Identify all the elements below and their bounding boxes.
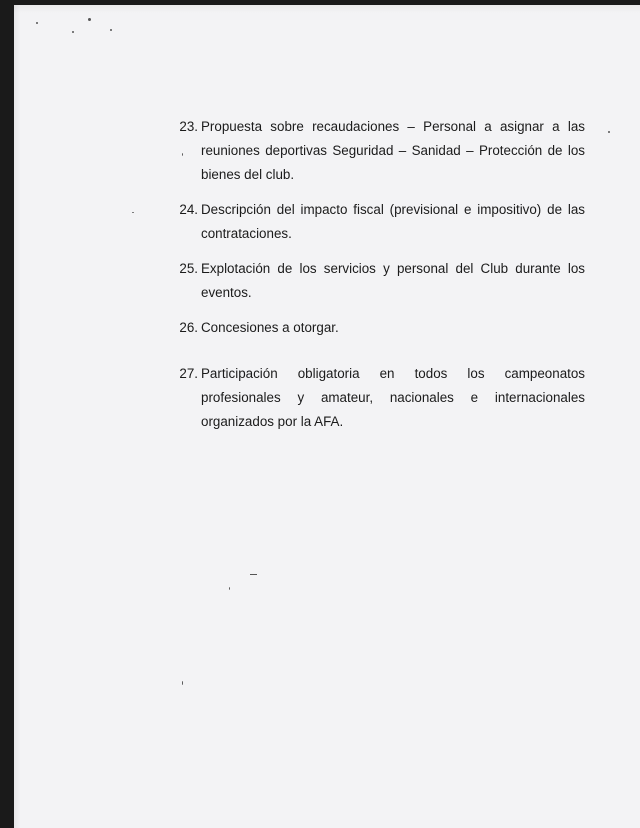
- item-text: Propuesta sobre recaudaciones – Personal a asignar a las reuniones deportivas Seguridad – Sanidad – Protección de los bienes del club.: [201, 119, 585, 182]
- list-item: [165, 362, 585, 434]
- list-item: [165, 115, 585, 187]
- item-number: 23.: [179, 119, 198, 134]
- scan-speck: [182, 681, 183, 685]
- scan-speck: [36, 22, 38, 24]
- item-number: 25.: [179, 261, 198, 276]
- scan-speck: [229, 587, 230, 590]
- list-item: [165, 198, 585, 246]
- item-text: Concesiones a otorgar.: [201, 320, 339, 335]
- item-number: 24.: [179, 202, 198, 217]
- scan-speck: [250, 574, 257, 575]
- numbered-list: [165, 115, 585, 445]
- item-text: Participación obligatoria en todos los campeonatos profesionales y amateur, nacionales e internacionales organizados por la AFA.: [201, 366, 585, 429]
- list-item: [165, 316, 585, 340]
- list-item: [165, 257, 585, 305]
- item-number: 26.: [179, 320, 198, 335]
- scan-speck: [608, 131, 610, 133]
- item-number: 27.: [179, 366, 198, 381]
- item-text: Descripción del impacto fiscal (previsional e impositivo) de las contrataciones.: [201, 202, 585, 241]
- scan-speck: [110, 29, 112, 31]
- scan-speck: [132, 212, 134, 213]
- scan-speck: [72, 31, 74, 33]
- scan-speck: [88, 18, 91, 21]
- item-text: Explotación de los servicios y personal del Club durante los eventos.: [201, 261, 585, 300]
